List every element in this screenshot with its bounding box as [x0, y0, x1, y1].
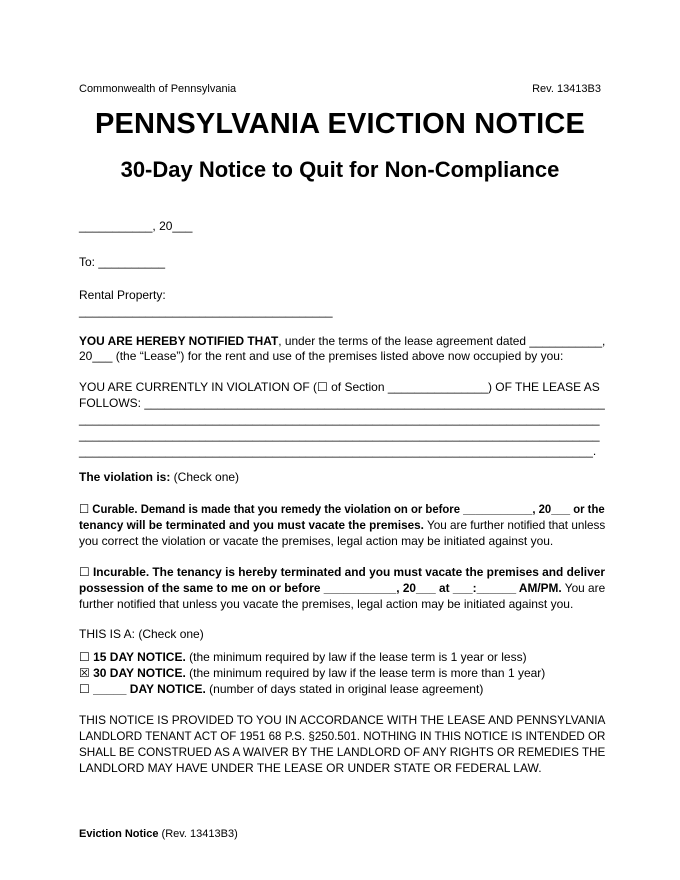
option-15-day-checkbox[interactable]: ☐ — [79, 650, 90, 664]
incurable-bold-1: Incurable. The tenancy is hereby terminated and you must vacate the premises and deliver — [89, 565, 605, 579]
this-is-line: THIS IS A: (Check one) — [79, 627, 204, 641]
violation-of-line-2: FOLLOWS: _____________________________________________________________________ — [79, 396, 605, 410]
curable-checkbox[interactable]: ☐ — [79, 502, 90, 516]
incurable-line-1 — [79, 565, 605, 579]
violation-of-line-5: _____________________________________________________________________________. — [79, 444, 597, 458]
notice-lead: YOU ARE HEREBY NOTIFIED THAT — [79, 334, 279, 348]
violation-of-line-1: YOU ARE CURRENTLY IN VIOLATION OF (☐ of Section _______________) OF THE LEASE AS — [79, 380, 600, 394]
option-custom-day-desc: (number of days stated in original lease agreement) — [205, 682, 484, 696]
option-15-day — [79, 650, 527, 664]
violation-is-hint: (Check one) — [170, 470, 240, 484]
option-custom-day — [79, 682, 483, 696]
curable-line-3: you correct the violation or vacate the premises, legal action may be initiated against you. — [79, 534, 554, 548]
rental-property-blank: ______________________________________ — [79, 304, 333, 318]
incurable-line-2 — [79, 581, 605, 595]
option-15-day-desc: (the minimum required by law if the lease term is 1 year or less) — [185, 650, 527, 664]
revision-header: Rev. 13413B3 — [532, 83, 601, 95]
curable-bold-1: Curable. Demand is made that you remedy the violation on or before ___________, 20___ or the — [89, 502, 605, 516]
rental-property-label: Rental Property: — [79, 288, 166, 302]
violation-of-line-4: ______________________________________________________________________________ — [79, 428, 600, 442]
option-30-day-checkbox[interactable]: ☒ — [79, 666, 90, 680]
page-subtitle: 30-Day Notice to Quit for Non-Compliance — [120, 157, 560, 182]
curable-bold-2: tenancy will be terminated and you must vacate the premises. — [79, 518, 424, 532]
date-line: ___________, 20___ — [79, 219, 193, 233]
legal-line-1: THIS NOTICE IS PROVIDED TO YOU IN ACCORDANCE WITH THE LEASE AND PENNSYLVANIA — [79, 713, 606, 727]
option-custom-day-label: _____ DAY NOTICE. — [89, 682, 206, 696]
state-header: Commonwealth of Pennsylvania — [79, 83, 237, 95]
violation-is-line — [79, 470, 239, 484]
option-custom-day-checkbox[interactable]: ☐ — [79, 682, 90, 696]
legal-line-3: SHALL BE CONSTRUED AS A WAIVER BY THE LANDLORD OF ANY RIGHTS OR REMEDIES THE — [79, 745, 606, 759]
violation-of-line-3: ______________________________________________________________________________ — [79, 412, 600, 426]
legal-line-4: LANDLORD MAY HAVE UNDER THE LEASE OR UNDER STATE OR FEDERAL LAW. — [79, 761, 542, 775]
option-30-day-label: 30 DAY NOTICE. — [89, 666, 186, 680]
incurable-checkbox[interactable]: ☐ — [79, 565, 90, 579]
footer-revision: (Rev. 13413B3) — [158, 828, 238, 840]
footer-label: Eviction Notice — [79, 828, 159, 840]
notice-line-2: 20___ (the “Lease”) for the rent and use of the premises listed above now occupied by you: — [79, 349, 564, 363]
curable-line-2 — [79, 518, 605, 532]
option-30-day — [79, 666, 545, 680]
incurable-line-3: further notified that unless you vacate the premises, legal action may be initiated against you. — [79, 597, 574, 611]
option-15-day-label: 15 DAY NOTICE. — [89, 650, 186, 664]
legal-line-2: LANDLORD TENANT ACT OF 1951 68 P.S. §250.501. NOTHING IN THIS NOTICE IS INTENDED OR — [79, 729, 606, 743]
notice-line-1-rest: , under the terms of the lease agreement dated ___________, — [278, 334, 606, 348]
curable-rest-2: You are further notified that unless — [423, 518, 606, 532]
footer — [79, 827, 238, 841]
curable-line-1 — [79, 502, 605, 516]
incurable-rest-2: You are — [561, 581, 606, 595]
option-30-day-desc: (the minimum required by law if the lease term is more than 1 year) — [185, 666, 546, 680]
notice-line-1 — [79, 334, 605, 348]
to-line: To: __________ — [79, 255, 166, 269]
violation-is-label: The violation is: — [79, 470, 171, 484]
page-title: PENNSYLVANIA EVICTION NOTICE — [94, 108, 586, 140]
incurable-bold-2: possession of the same to me on or before ___________, 20___ at ___:______ AM/PM. — [79, 581, 562, 595]
